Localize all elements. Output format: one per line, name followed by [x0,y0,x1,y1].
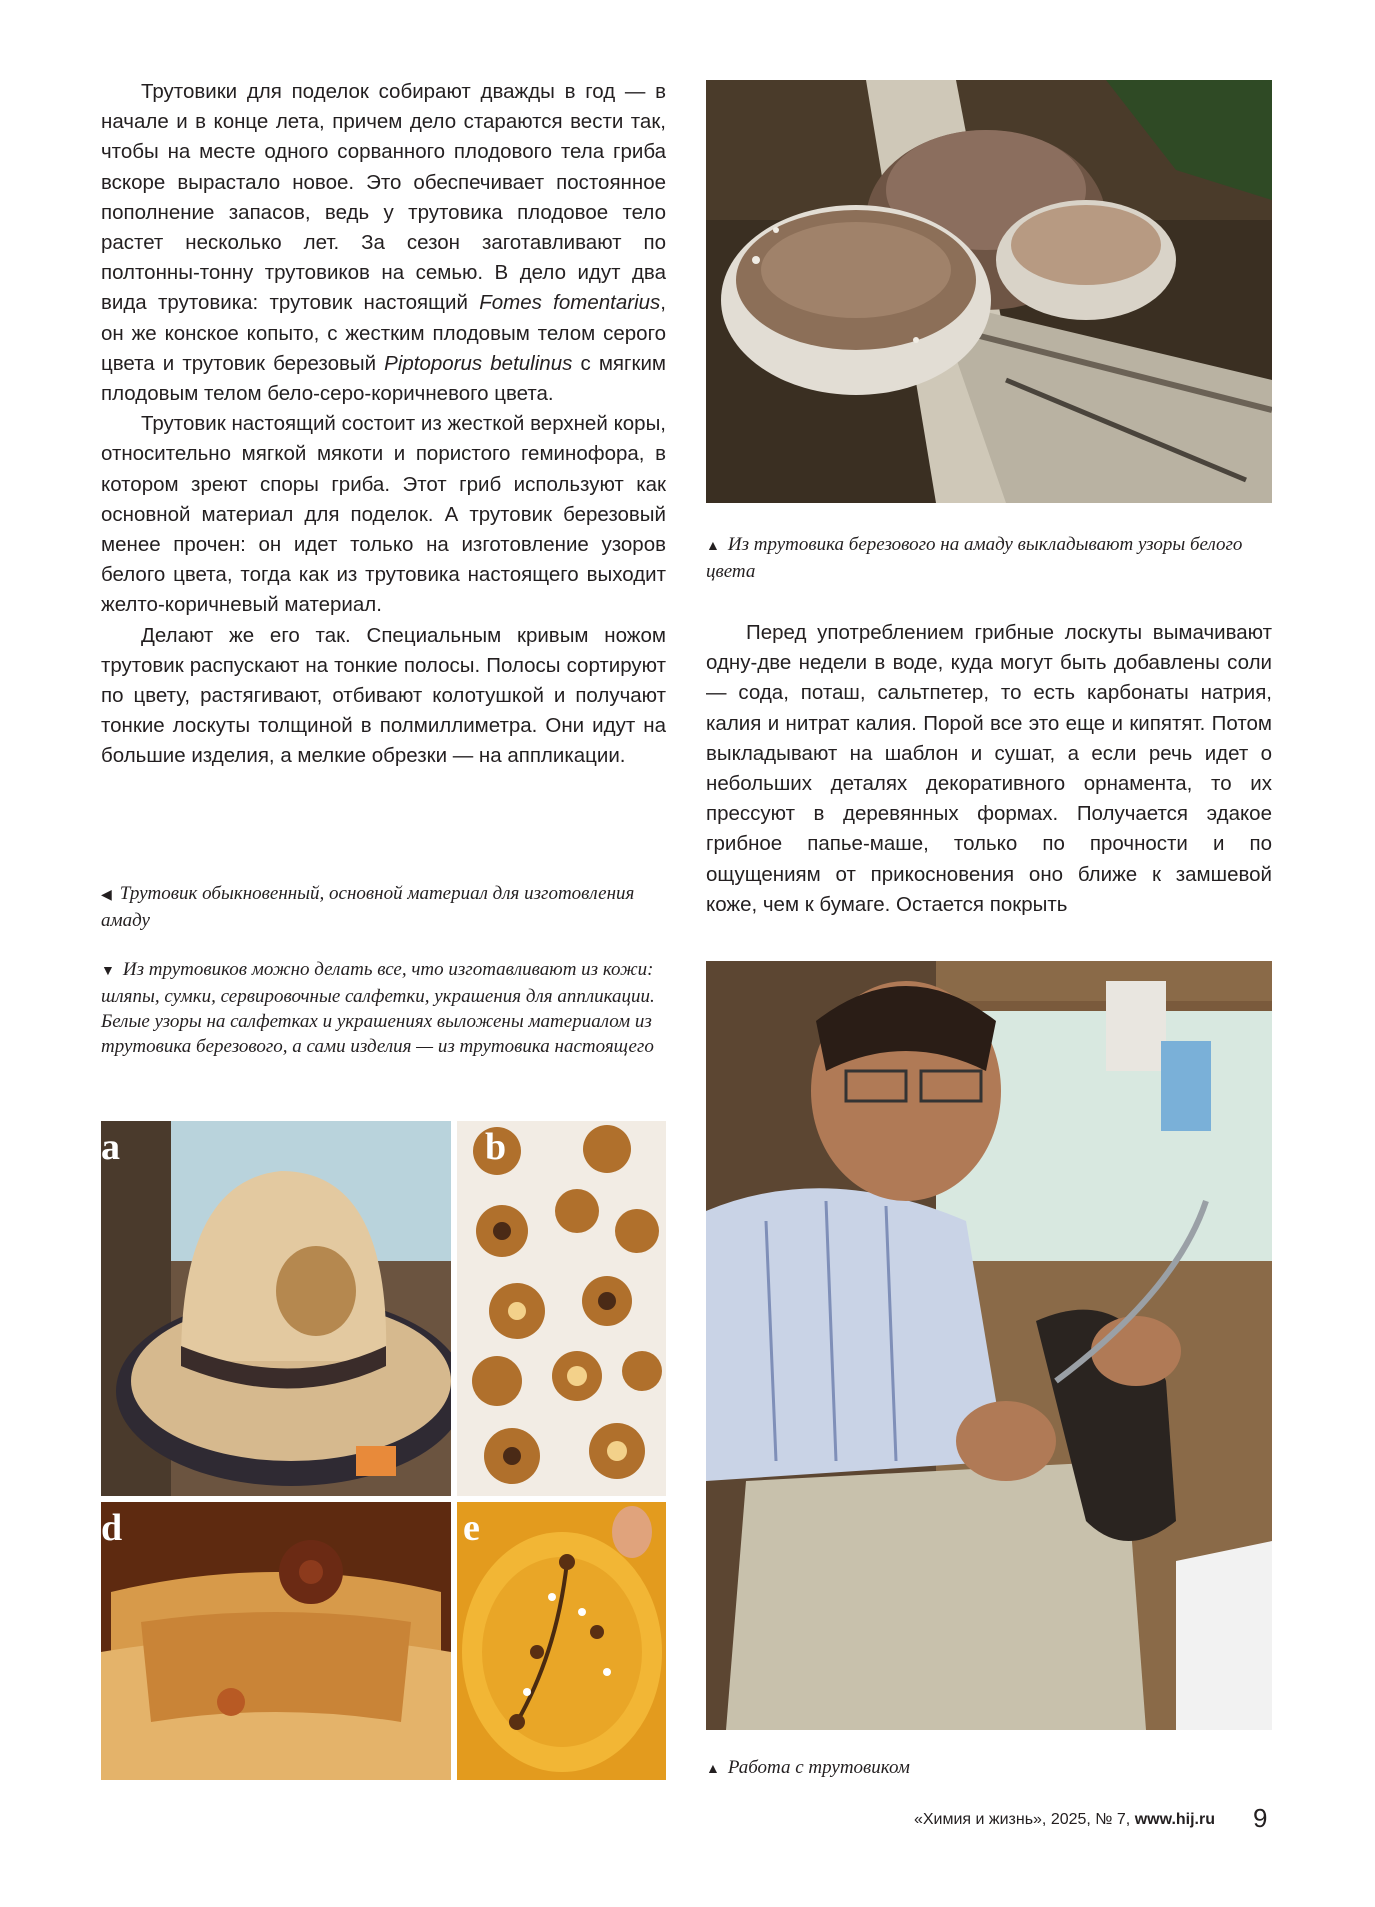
footer-journal: «Химия и жизнь», 2025, № 7, www.hij.ru [913,1811,1215,1828]
panel-label-d: d [101,1507,123,1549]
paragraph-1: Трутовики для поделок собирают дважды в год — в начале и в конце лета, причем дело стараются вести так, чтобы на месте одного сорванного плодового тела гриба вскоре вырастало новое. Это обеспечивает постоянное пополнение запасов, ведь у трутовика плодовое тело растет несколько лет. За сезон заготавливают по полтонны-тонну трутовиков на семью. В дело идут два вида трутовика: трутовик настоящий Fomes fomentarius, он же конское копыто, с жестким плодовым телом серого цвета и трутовик березовый Piptoporus betulinus с мягким плодовым телом бело-серо-коричневого цвета. [101,80,667,406]
left-column-text [101,77,666,772]
photo-bag [101,1502,451,1780]
arrow-left-icon: ◀ [101,888,112,903]
caption-polypore: ◀ Трутовик обыкновенный, основной материал для изготовления амаду [101,883,635,931]
arrow-up-icon: ▲ [706,539,720,554]
panel-label-b: b [485,1126,507,1168]
panel-label-a: a [101,1126,120,1168]
photo-hat [101,1121,451,1496]
caption-craftsman: ▲ Работа с трутовиком [706,1755,1272,1782]
paragraph-4: Перед употреблением грибные лоскуты вымачивают одну-две недели в воде, куда могут быть добавлены соли — сода, поташ, сальтпетер, то есть карбонаты натрия, калия и нитрат калия. Порой все это еще и кипятят. Потом выкладывают на шаблон и сушат, а если речь идет о небольших деталях декоративного орнамента, то их прессуют в деревянных формах. Получается эдакое грибное папье-маше, только по прочности и по ощущениям от прикосновения оно ближе к замшевой коже, чем к бумаге. Остается покрыть [706,621,1272,916]
panel-label-e: e [463,1507,480,1549]
paragraph-3: Делают же его так. Специальным кривым ножом трутовик распускают на тонкие полосы. Полосы сортируют по цвету, растягивают, отбивают колотушкой и получают тонкие лоскуты толщиной в полмиллиметра. Они идут на большие изделия, а мелкие обрезки — на аппликации. [101,623,666,768]
arrow-down-icon: ▼ [101,964,115,979]
photo-craftsman [706,961,1272,1730]
page-number: 9 [1253,1803,1268,1833]
caption-products: ▼ Из трутовиков можно делать все, что изготавливают из кожи: шляпы, сумки, сервировочные салфетки, украшения для аппликации. Белые узоры на салфетках и украшениях выложены материалом из трутовика березового, а сами изделия — из трутовика настоящего [101,959,655,1057]
footer-site-link[interactable]: www.hij.ru [1134,1811,1215,1828]
arrow-up-icon: ▲ [706,1762,720,1777]
caption-mushroom: ▲ Из трутовика березового на амаду выкладывают узоры белого цвета [706,534,1243,582]
photo-birch-polypore [706,80,1272,503]
photo-napkin [457,1502,666,1780]
paragraph-2: Трутовик настоящий состоит из жесткой верхней коры, относительно мягкой мякоти и пористого геминофора, в котором зреют споры гриба. Этот гриб используют как основной материал для поделок. А трутовик березовый менее прочен: он идет только на изготовление узоров белого цвета, тогда как из трутовика настоящего выходит желто-коричневый материал. [101,412,666,617]
photo-rosettes [457,1121,666,1496]
right-column-text [706,618,1272,920]
